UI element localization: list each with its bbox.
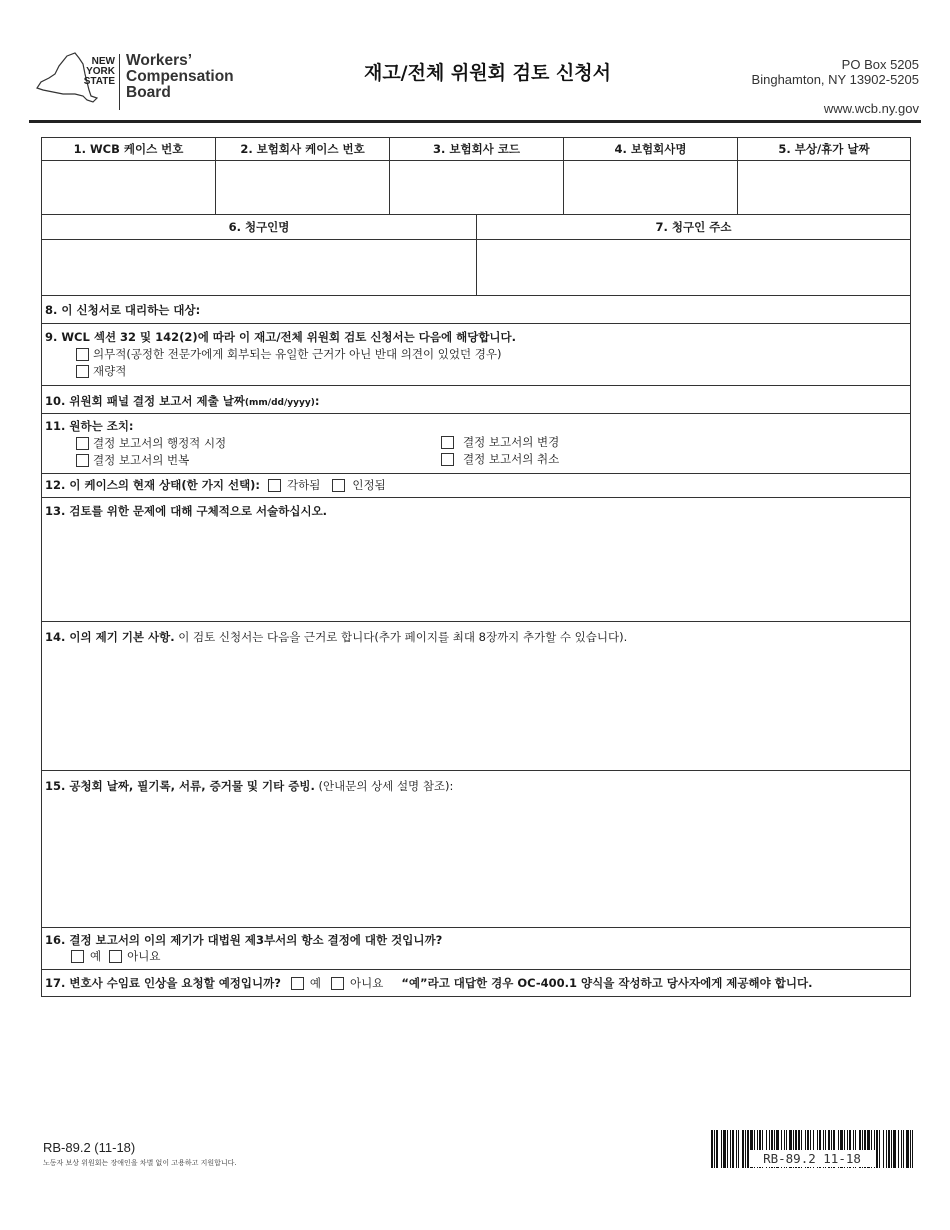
injury-date-cell xyxy=(738,138,910,214)
carrier-code-label: 3. 보험회사 코드 xyxy=(390,138,563,161)
q12-label: 12. 이 케이스의 현재 상태(한 가지 선택): 각하됨 인정됨 xyxy=(45,478,386,492)
q10-row[interactable] xyxy=(41,386,911,414)
checkbox-icon[interactable] xyxy=(268,479,281,492)
q11-rescission-option[interactable]: 결정 보고서의 취소 xyxy=(441,451,559,468)
q11-reversal-option[interactable]: 결정 보고서의 번복 xyxy=(76,452,189,469)
barcode-text: RB-89.2 11-18 xyxy=(749,1150,875,1167)
carrier-code-input[interactable] xyxy=(390,161,563,216)
q17-row xyxy=(41,970,911,997)
q10-label: 10. 위원회 패널 결정 보고서 제출 날짜(mm/dd/yyyy): xyxy=(45,394,320,408)
q12-disallowed-option[interactable]: 각하됨 xyxy=(268,477,320,493)
injury-date-input[interactable] xyxy=(738,161,910,216)
form-title: 재고/전체 위원회 검토 신청서 xyxy=(363,62,612,84)
website-link[interactable]: www.wcb.ny.gov xyxy=(823,101,919,116)
logo-divider xyxy=(119,54,120,110)
case-info-row xyxy=(41,137,911,215)
carrier-case-number-cell xyxy=(216,138,390,214)
q16-options xyxy=(71,948,907,965)
wcb-case-number-cell xyxy=(42,138,216,214)
q11-modification-option[interactable]: 결정 보고서의 변경 xyxy=(441,434,559,451)
claimant-address-input[interactable] xyxy=(477,240,910,296)
q17-no-option[interactable]: 아니요 xyxy=(331,975,383,991)
checkbox-icon[interactable] xyxy=(76,437,89,450)
carrier-name-label: 4. 보험회사명 xyxy=(564,138,737,161)
q16-no-label: 아니요 xyxy=(127,949,161,963)
carrier-name-input[interactable] xyxy=(564,161,737,216)
checkbox-icon[interactable] xyxy=(76,348,89,361)
checkbox-icon[interactable] xyxy=(71,950,84,963)
q11-label: 11. 원하는 조치: xyxy=(45,419,134,433)
wcb-case-number-input[interactable] xyxy=(42,161,215,216)
q14-label: 14. 이의 제기 기본 사항. 이 검토 신청서는 다음을 근거로 합니다(추가 페이지를 최대 8장까지 추가할 수 있습니다). xyxy=(45,630,628,644)
q17-yes-option[interactable]: 예 xyxy=(291,975,321,991)
claimant-name-label: 6. 청구인명 xyxy=(42,215,476,240)
q8-label: 8. 이 신청서로 대리하는 대상: xyxy=(45,303,201,317)
checkbox-icon[interactable] xyxy=(291,977,304,990)
q13-label: 13. 검토를 위한 문제에 대해 구체적으로 서술하십시오. xyxy=(45,504,328,518)
carrier-name-cell xyxy=(564,138,738,214)
q15-label: 15. 공청회 날짜, 필기록, 서류, 증거물 및 기타 증빙. (안내문의 상세 설명 참조): xyxy=(45,779,454,793)
q17-label: 17. 변호사 수임료 인상을 요청할 예정입니까? 예 아니요 “예”라고 대답한 경우 OC-400.1 양식을 작성하고 당사자에게 제공해야 합니다. xyxy=(45,976,813,990)
q9-label: 9. WCL 섹션 32 및 142(2)에 따라 이 재고/전체 위원회 검토 신청서는 다음에 해당합니다. xyxy=(45,330,517,344)
claimant-name-cell xyxy=(42,215,477,295)
q9-row xyxy=(41,324,911,386)
checkbox-icon[interactable] xyxy=(331,977,344,990)
q9-discretionary-option[interactable]: 재량적 xyxy=(76,363,907,380)
q15-row[interactable] xyxy=(41,771,911,928)
agency-name: Workers’ Compensation Board xyxy=(126,52,234,101)
header-rule xyxy=(29,120,921,123)
checkbox-icon[interactable] xyxy=(441,453,454,466)
q9-mandatory-option[interactable]: 의무적(공정한 전문가에게 회부되는 유일한 근거가 아닌 반대 의견이 있었던 경우) xyxy=(76,346,907,363)
injury-date-label: 5. 부상/휴가 날짜 xyxy=(738,138,910,161)
q13-row[interactable] xyxy=(41,498,911,622)
footer-note: 노동자 보상 위원회는 장애인을 차별 없이 고용하고 지원합니다. xyxy=(43,1159,237,1167)
checkbox-icon[interactable] xyxy=(76,454,89,467)
carrier-code-cell xyxy=(390,138,564,214)
request-form xyxy=(41,137,911,997)
q8-row[interactable] xyxy=(41,296,911,324)
q12-row xyxy=(41,474,911,498)
claimant-row xyxy=(41,215,911,296)
q16-yes-label: 예 xyxy=(90,949,102,963)
claimant-address-cell xyxy=(477,215,910,295)
q16-label: 16. 결정 보고서의 이의 제기가 대법원 제3부서의 항소 결정에 대한 것입니까? xyxy=(45,933,443,947)
checkbox-icon[interactable] xyxy=(76,365,89,378)
carrier-case-number-label: 2. 보험회사 케이스 번호 xyxy=(216,138,389,161)
checkbox-icon[interactable] xyxy=(109,950,122,963)
q17-note: “예”라고 대답한 경우 OC-400.1 양식을 작성하고 당사자에게 제공해야 합니다. xyxy=(401,976,813,990)
q11-administrative-correction-option[interactable]: 결정 보고서의 행정적 시정 xyxy=(76,435,226,452)
page-header xyxy=(0,0,950,125)
claimant-name-input[interactable] xyxy=(42,240,476,296)
q16-row xyxy=(41,928,911,970)
mailing-address: PO Box 5205 Binghamton, NY 13902-5205 xyxy=(751,57,919,87)
checkbox-icon[interactable] xyxy=(441,436,454,449)
state-name: NEW YORK STATE xyxy=(83,56,115,87)
claimant-address-label: 7. 청구인 주소 xyxy=(477,215,910,240)
wcb-case-number-label: 1. WCB 케이스 번호 xyxy=(42,138,215,161)
form-code: RB-89.2 (11-18) xyxy=(43,1140,136,1155)
carrier-case-number-input[interactable] xyxy=(216,161,389,216)
checkbox-icon[interactable] xyxy=(332,479,345,492)
q12-established-option[interactable]: 인정됨 xyxy=(332,477,385,493)
agency-logo xyxy=(35,52,235,112)
q14-row[interactable] xyxy=(41,622,911,771)
q11-row xyxy=(41,414,911,474)
